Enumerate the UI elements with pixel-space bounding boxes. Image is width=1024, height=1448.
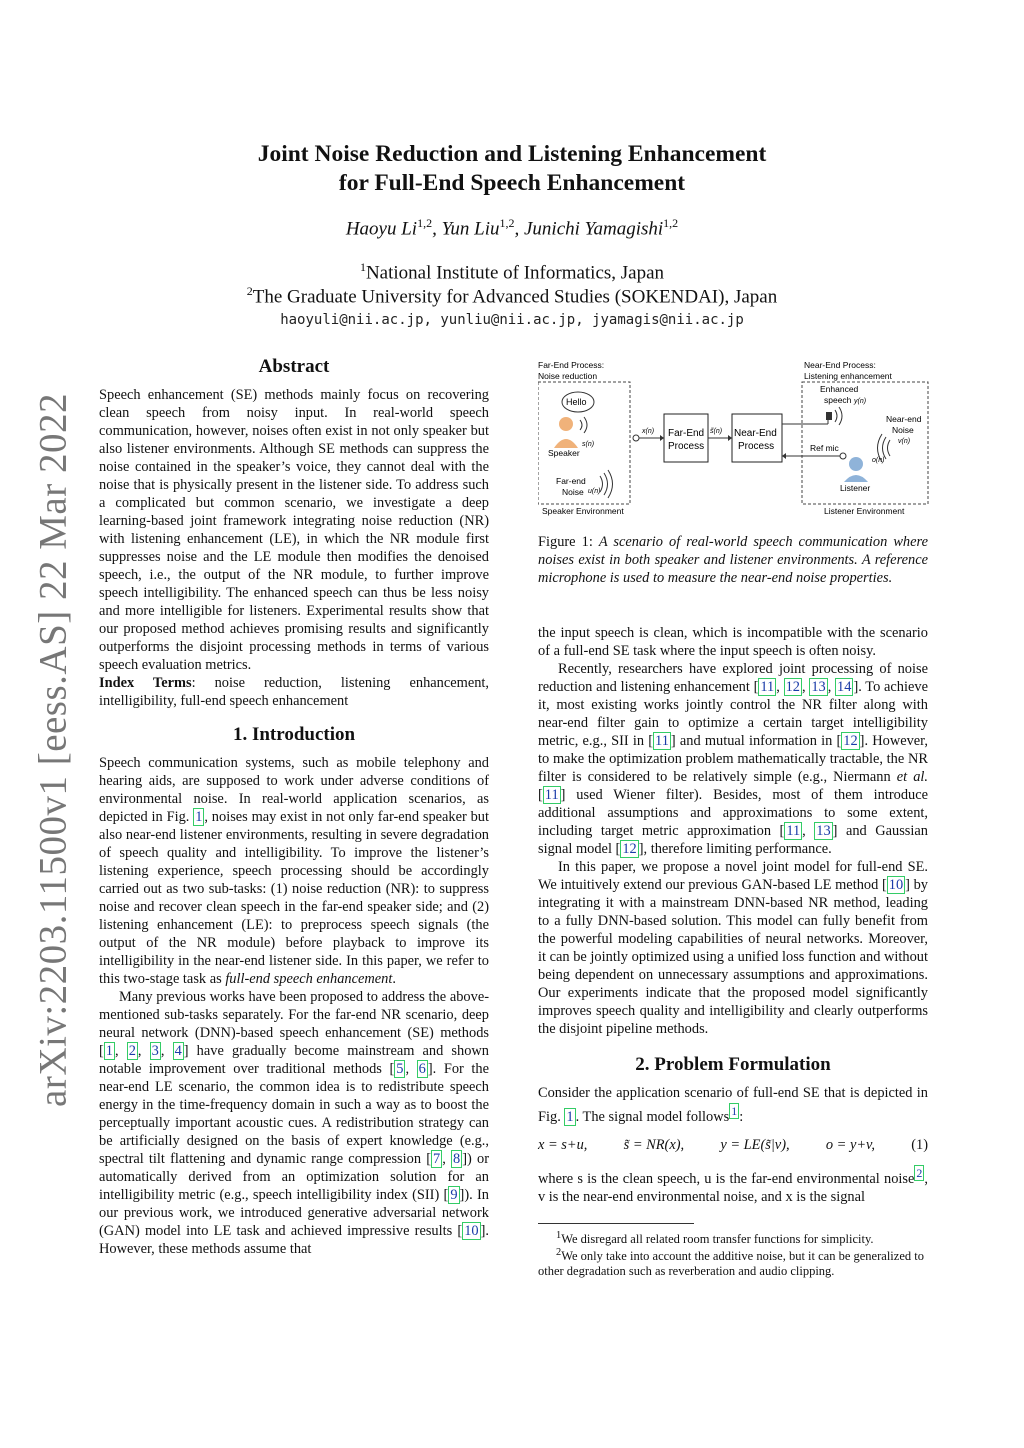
near-noise-label-2: Noise — [892, 425, 914, 435]
o-n-label: o(n) — [872, 457, 885, 464]
equation-term: s̃ = NR(x), — [623, 1136, 685, 1153]
intro-heading: 1. Introduction — [232, 724, 356, 745]
right-column — [538, 624, 928, 1206]
citation-link[interactable]: 10 — [888, 877, 904, 893]
figure-ref-link[interactable]: 1 — [195, 809, 203, 825]
abstract-text: Speech enhancement (SE) methods mainly focus on recovering clean speech from noisy input. In real-world speech communication, however, noises often exist in not only speaker but also listener environments. Although SE methods can suppress the noise contained in the speaker’s voice, they cannot deal with the noise that is physically present in the listener side. To address such a complicated but common scenario, we investigate a deep learning-based joint framework integrating noise reduction (NR) with listening enhancement (LE), in which the NR module first suppresses noise and the LE module then modifies the denoised speech, i.e., the output of the NR module, to further improve speech intelligibility. The enhanced speech can thus be less noisy and more intelligible for listeners. Experimental results show that our proposed method achieves promising results and significantly outperforms the disjoint processing methods in terms of various speech evaluation metrics. — [99, 387, 489, 673]
far-end-box-label-1: Far-End — [668, 428, 705, 439]
citation-link[interactable]: 14 — [837, 679, 852, 695]
ref-mic-label: Ref mic — [810, 443, 839, 453]
author-list — [0, 216, 1024, 240]
arrow-head-icon — [782, 453, 786, 459]
left-column — [99, 358, 489, 1258]
equation-number: (1) — [911, 1136, 928, 1153]
author-name: Haoyu Li — [345, 218, 418, 240]
citation-link[interactable]: 12 — [785, 679, 800, 695]
footnote-text: We disregard all related room transfer functions for simplicity. — [561, 1232, 874, 1247]
author-sup: 1,2 — [663, 216, 679, 230]
speech-bubble-text: Hello — [566, 397, 587, 407]
equation-term: y = LE(s̃|v), — [720, 1136, 790, 1153]
affiliation-sup: 2 — [246, 284, 253, 298]
speaker-sound-waves-icon — [580, 417, 587, 433]
caption-label: Figure 1: — [538, 534, 593, 550]
citation-link[interactable]: 3 — [151, 1043, 159, 1059]
affiliation-text: The Graduate University for Advanced Studies (SOKENDAI), Japan — [252, 286, 778, 308]
near-process-subtitle: Listening enhancement — [804, 371, 892, 381]
footnote-number: 1 — [556, 1230, 562, 1241]
citation-link[interactable]: 5 — [396, 1061, 404, 1077]
right-paragraph-0: the input speech is clean, which is incompatible with the scenario of a full-end SE task where the input speech is often noisy. — [538, 625, 928, 659]
figure-1-diagram — [538, 358, 930, 518]
equation-term: x = s+u, — [538, 1136, 588, 1153]
near-process-title: Near-End Process: — [804, 360, 876, 370]
intro-paragraph-2: Many previous works have been proposed to address the above-mentioned sub-tasks separately. For the far-end NR scenario, deep neural network (DNN)-based speech enhancement (SE) methods [ 1 , 2 , 3 , 4 ] have gradually become mainstream and shown notable improvement over traditional methods [ 5 , 6 ]. For the near-end LE scenario, the common idea is to redistribute speech energy in the time-frequency domain in such a way as to boost the perceptually important acoustic cues. A redistribution strategy can be artificially designed on the basis of expert knowledge (e.g., spectral tilt flattening and dynamic range compression [ 7 , 8 ]) or automatically derived from an optimization solution for an intelligibility metric (e.g., speech intelligibility index (SII) [ 9 ]). In our previous work, we introduced generative adversarial network (GAN) model into LE task and achieved impressive results [ 10 ]. However, these methods assume that — [99, 989, 490, 1257]
arxiv-sidebar — [28, 393, 78, 1107]
citation-link[interactable]: 11 — [544, 787, 559, 803]
listener-head-icon — [849, 457, 863, 471]
affiliation-1 — [0, 260, 1024, 284]
y-n-label: y(n) — [854, 398, 867, 405]
equation-term: o = y+v, — [825, 1136, 875, 1153]
citation-link[interactable]: 13 — [811, 679, 826, 695]
abstract-heading: Abstract — [258, 356, 330, 377]
citation-link[interactable]: 9 — [450, 1187, 458, 1203]
citation-link[interactable]: 12 — [843, 733, 858, 749]
citation-link[interactable]: 13 — [816, 823, 831, 839]
listener-environment-label: Listener Environment — [824, 506, 905, 516]
affiliation-2 — [0, 284, 1024, 308]
right-paragraph-3: Consider the application scenario of full-end SE that is depicted in Fig. 1 . The signal model follows $^1$ : — [538, 1085, 928, 1125]
citation-link[interactable]: 6 — [418, 1061, 426, 1077]
footnote-rule — [538, 1223, 694, 1224]
citation-link[interactable]: 7 — [433, 1151, 441, 1167]
near-end-box-label-1: Near-End — [734, 428, 777, 439]
citation-link[interactable]: 2 — [128, 1043, 136, 1059]
author-sep: , — [432, 218, 442, 240]
footnote-2 — [538, 1245, 928, 1279]
citation-link[interactable]: 11 — [786, 823, 801, 839]
title-line-2: for Full-End Speech Enhancement — [338, 170, 686, 196]
citation-link[interactable]: 11 — [655, 733, 669, 749]
near-noise-label-1: Near-end — [886, 414, 922, 424]
footnote-ref-link[interactable]: 2 — [916, 1165, 923, 1180]
listener-body-icon — [844, 475, 868, 482]
speaker-head-icon — [559, 417, 573, 431]
citation-link[interactable]: 8 — [453, 1151, 461, 1167]
right-paragraph-1: Recently, researchers have explored joint processing of noise reduction and listening enhancement [ 11 , 12 , 13 , 14 ]. To achieve it, most existing works jointly control the NR filter along with near-end filter gain to optimize a certain target intelligibility metric, e.g., SII in [ 11 ] and mutual information in [ 12 ]. However, to make the optimization problem mathematically tractable, the NR filter is considered to be relatively simple (e.g., Niermann et al. [ 11 ] used Wiener filter). Besides, most of them introduce additional assumptions and approximations to some extent, including target metric approximation [ 11 , 13 ] and Gaussian signal model [ 12 ], therefore limiting performance. — [538, 661, 928, 857]
speaker-environment-label: Speaker Environment — [542, 506, 624, 516]
citation-link[interactable]: 4 — [174, 1043, 182, 1059]
s-n-label: s(n) — [582, 441, 595, 448]
affiliation-text: National Institute of Informatics, Japan — [365, 262, 665, 284]
microphone-icon — [633, 435, 639, 441]
author-name: Junichi Yamagishi — [524, 218, 664, 240]
index-terms-text: : noise reduction, listening enhancement, intelligibility, full-end speech enhancement — [99, 675, 489, 709]
equation-1 — [538, 1136, 928, 1154]
listener-label: Listener — [840, 483, 871, 493]
enhanced-label-1: Enhanced — [820, 384, 859, 394]
far-noise-label-2: Noise — [562, 487, 584, 497]
right-paragraph-2: In this paper, we propose a novel joint model for full-end SE. We intuitively extend our previous GAN-based LE method [ 10 ] by integrating it with a mainstream DNN-based NR method, leading to a fully DNN-based solution. This model can fully benefit from the powerful modeling capabilities of neural networks. Moreover, it can be jointly optimized using a unified loss function and without being dependent on unnecessary assumptions and approximations. Our experiments indicate that the proposed model significantly improves speech quality and intelligibility and clearly outperforms the disjoint pipeline methods. — [538, 859, 928, 1037]
arrow-head-icon — [728, 435, 732, 441]
x-n-label: x(n) — [642, 428, 655, 435]
far-process-subtitle: Noise reduction — [538, 371, 598, 381]
arrow-head-icon — [660, 435, 664, 441]
caption-text: A scenario of real-world speech communication where noises exist in both speaker and listener environments. A reference microphone is used to measure the near-end noise properties. — [538, 534, 928, 586]
affiliation-sup: 1 — [359, 260, 366, 274]
citation-link[interactable]: 10 — [464, 1223, 479, 1239]
author-sep: , — [514, 218, 524, 240]
citation-link[interactable]: 1 — [105, 1043, 113, 1059]
loudspeaker-icon — [826, 412, 832, 420]
citation-link[interactable]: 12 — [622, 841, 637, 857]
far-noise-label-1: Far-end — [556, 476, 586, 486]
speaker-label: Speaker — [548, 448, 580, 458]
figure-1-caption — [538, 533, 928, 587]
intro-paragraph-1: Speech communication systems, such as mobile telephony and hearing aids, are supposed to work under adverse conditions of environmental noise. In real-world application scenarios, as depicted in Fig. 1 , noises may exist in not only far-end speaker but also near-end listener environments, resulting in severe degradation of speech quality and intelligibility. To improve the listener’s listening experience, speech processing should be accordingly carried out as two sub-tasks: (1) noise reduction (NR): to suppress noise and recover clean speech in the far-end speaker side; and (2) listening enhancement (LE): to preprocess speech signals (the output of the NR module) before playback to improve its intelligibility in the near-end listener side. In this paper, we refer to this two-stage task as full-end speech enhancement. — [99, 755, 489, 987]
author-sup: 1,2 — [499, 216, 515, 230]
index-terms — [99, 674, 489, 710]
speaker-body-icon — [554, 439, 578, 448]
far-noise-waves-icon — [600, 470, 613, 498]
paper-title — [0, 140, 1024, 198]
v-n-label: v(n) — [898, 438, 911, 445]
arxiv-id: arXiv:2203.11500v1 [eess.AS] 22 Mar 2022 — [31, 393, 75, 1107]
enhanced-label-2: speech — [824, 395, 852, 405]
loudspeaker-waves-icon — [835, 407, 842, 425]
title-line-1: Joint Noise Reduction and Listening Enhancement — [257, 141, 767, 167]
index-terms-label: Index Terms — [99, 675, 192, 691]
footnote-ref-link[interactable]: 1 — [731, 1104, 738, 1118]
footnote-text: We only take into account the additive noise, but it can be generalized to other degradation such as reverberation and audio clipping. — [538, 1249, 924, 1279]
s-hat-label: s̃(n) — [710, 428, 723, 435]
author-sup: 1,2 — [417, 216, 433, 230]
far-end-box-label-2: Process — [668, 441, 705, 452]
author-emails: haoyuli@nii.ac.jp, yunliu@nii.ac.jp, jyamagis@nii.ac.jp — [280, 312, 744, 328]
far-process-title: Far-End Process: — [538, 360, 605, 370]
u-n-label: u(n) — [588, 488, 601, 495]
citation-link[interactable]: 11 — [760, 679, 775, 695]
ref-mic-icon — [840, 453, 846, 459]
author-name: Yun Liu — [441, 218, 500, 240]
figure-ref-link[interactable]: 1 — [566, 1108, 574, 1125]
near-end-box-label-2: Process — [738, 441, 775, 452]
footnote-number: 2 — [556, 1247, 562, 1258]
right-paragraph-4: where s is the clean speech, u is the far-end environmental noise $^2$ , v is the near-end environmental noise, and x is the signal — [538, 1165, 928, 1205]
problem-formulation-heading: 2. Problem Formulation — [635, 1054, 831, 1075]
